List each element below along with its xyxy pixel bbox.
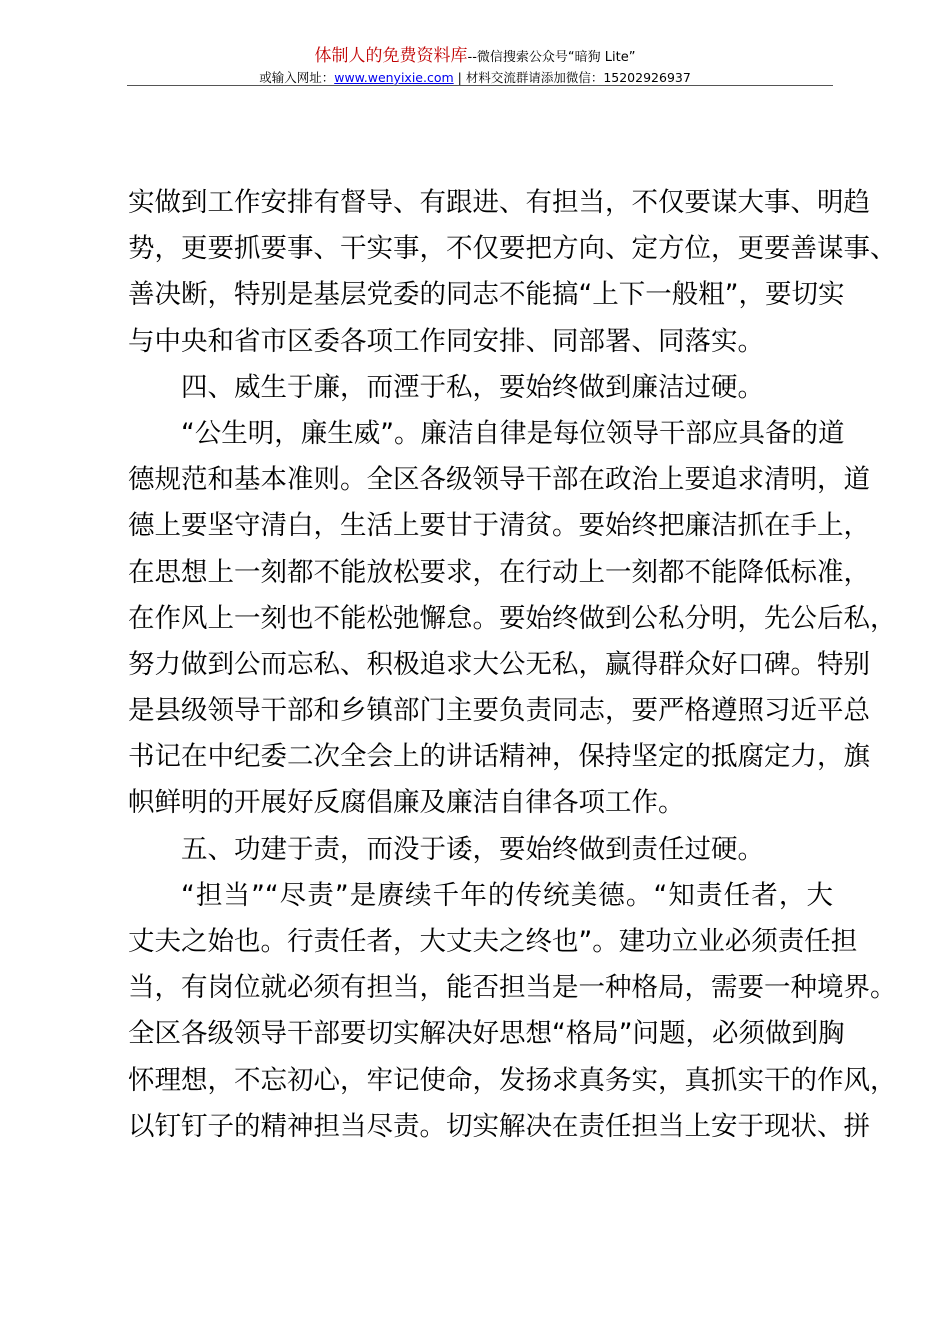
header-url-suffix: | 材料交流群请添加微信：15202926937 bbox=[453, 70, 691, 85]
text-line: 德上要坚守清白，生活上要甘于清贫。要始终把廉洁抓在手上， bbox=[128, 510, 870, 542]
text-line: 努力做到公而忘私、积极追求大公无私，赢得群众好口碑。特别 bbox=[128, 648, 870, 680]
text-line: 当，有岗位就必须有担当，能否担当是一种格局，需要一种境界。 bbox=[128, 972, 897, 1004]
header-subtitle: --微信搜索公众号“暗狗 Lite” bbox=[467, 50, 636, 65]
text-line: 是县级领导干部和乡镇部门主要负责同志，要严格遵照习近平总 bbox=[128, 695, 870, 727]
text-line: 与中央和省市区委各项工作同安排、同部署、同落实。 bbox=[128, 325, 764, 357]
text-line: 在思想上一刻都不能放松要求，在行动上一刻都不能降低标准， bbox=[128, 556, 870, 588]
text-line: 善决断，特别是基层党委的同志不能搞“上下一般粗”，要切实 bbox=[128, 279, 845, 311]
body-text bbox=[128, 180, 897, 1150]
header-url-link[interactable]: www.wenyixie.com bbox=[334, 70, 454, 85]
text-line: 德规范和基本准则。全区各级领导干部在政治上要追求清明，道 bbox=[128, 464, 870, 496]
section-heading: 五、功建于责，而没于诿，要始终做到责任过硬。 bbox=[181, 833, 764, 865]
text-line: “公生明，廉生威”。廉洁自律是每位领导干部应具备的道 bbox=[181, 417, 845, 449]
document-header bbox=[0, 46, 950, 87]
text-line: 书记在中纪委二次全会上的讲话精神，保持坚定的抵腐定力，旗 bbox=[128, 741, 870, 773]
header-title: 体制人的免费资料库 bbox=[314, 46, 468, 66]
text-line: 帜鲜明的开展好反腐倡廉及廉洁自律各项工作。 bbox=[128, 787, 685, 819]
text-line: 全区各级领导干部要切实解决好思想“格局”问题，必须做到胸 bbox=[128, 1018, 845, 1050]
section-heading: 四、威生于廉，而湮于私，要始终做到廉洁过硬。 bbox=[181, 371, 764, 403]
header-divider bbox=[127, 85, 833, 86]
header-url-prefix: 或输入网址： bbox=[259, 70, 335, 85]
text-line: 在作风上一刻也不能松弛懈怠。要始终做到公私分明，先公后私， bbox=[128, 602, 897, 634]
header-banner bbox=[0, 46, 950, 68]
text-line: 怀理想，不忘初心，牢记使命，发扬求真务实，真抓实干的作风， bbox=[128, 1064, 897, 1096]
text-line: 势，更要抓要事、干实事，不仅要把方向、定方位，更要善谋事、 bbox=[128, 233, 897, 265]
text-line: 以钉钉子的精神担当尽责。切实解决在责任担当上安于现状、拼 bbox=[128, 1110, 870, 1142]
text-line: “担当”“尽责”是赓续千年的传统美德。“知责任者，大 bbox=[181, 879, 833, 911]
text-line: 丈夫之始也。行责任者，大丈夫之终也”。建功立业必须责任担 bbox=[128, 926, 858, 957]
text-line: 实做到工作安排有督导、有跟进、有担当，不仅要谋大事、明趋 bbox=[128, 187, 870, 218]
